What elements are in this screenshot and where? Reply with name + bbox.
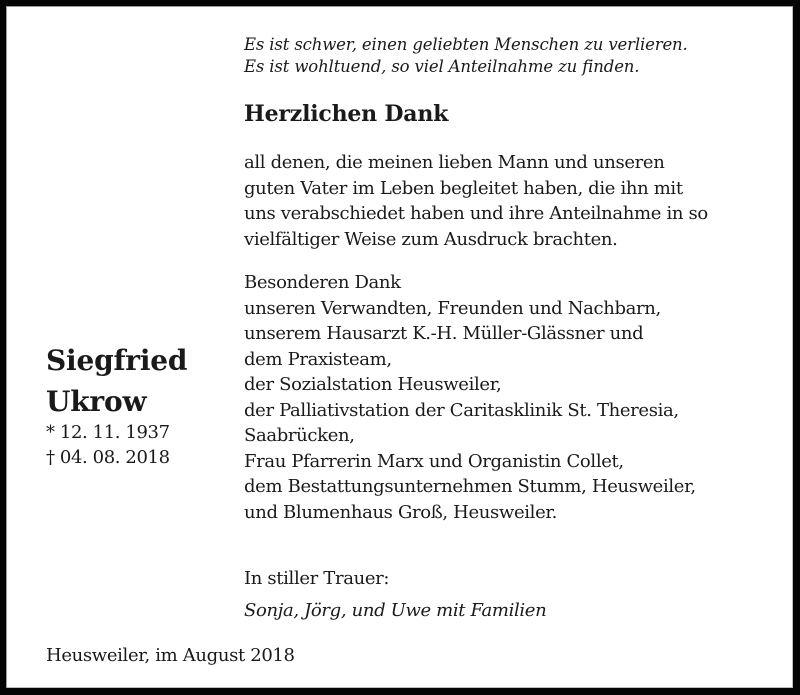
thanks-heading: Herzlichen Dank (244, 101, 449, 127)
special-thanks-line: und Blumenhaus Groß, Heusweiler. (244, 501, 558, 523)
motto-quote (244, 34, 688, 78)
death-date: † 04. 08. 2018 (46, 447, 170, 468)
mourning-label: In stiller Trauer: (244, 568, 390, 589)
paragraph-line: all denen, die meinen lieben Mann und unseren (244, 152, 665, 173)
obituary-card (6, 6, 793, 688)
thanks-paragraph (244, 150, 708, 252)
motto-line: Es ist wohltuend, so viel Anteilnahme zu finden. (244, 57, 640, 76)
special-thanks-line: dem Praxisteam, (244, 348, 392, 370)
special-thanks-line: Saabrücken, (244, 425, 355, 446)
special-thanks-line: der Sozialstation Heusweiler, (244, 374, 502, 395)
special-thanks-line: Frau Pfarrerin Marx und Organistin Collet, (244, 450, 624, 472)
paragraph-line: uns verabschiedet haben und ihre Anteilnahme in so (244, 203, 708, 224)
special-thanks-line: dem Bestattungsunternehmen Stumm, Heusweiler, (244, 476, 696, 497)
paragraph-line: vielfältiger Weise zum Ausdruck brachten. (244, 228, 618, 250)
special-thanks-line: unseren Verwandten, Freunden und Nachbarn, (244, 297, 661, 319)
place-and-date: Heusweiler, im August 2018 (46, 645, 295, 666)
deceased-last-name: Ukrow (46, 385, 147, 418)
birth-date: * 12. 11. 1937 (46, 422, 170, 443)
motto-line: Es ist schwer, einen geliebten Menschen zu verlieren. (244, 35, 688, 54)
life-dates (46, 420, 170, 470)
special-thanks-line: Besonderen Dank (244, 272, 401, 293)
paragraph-line: guten Vater im Leben begleitet haben, die ihn mit (244, 177, 683, 199)
deceased-first-name: Siegfried (46, 344, 188, 377)
special-thanks-line: der Palliativstation der Caritasklinik St. Theresia, (244, 399, 679, 421)
mourning-family: Sonja, Jörg, und Uwe mit Familien (244, 600, 547, 621)
deceased-name (46, 340, 187, 422)
special-thanks-list (244, 270, 696, 525)
special-thanks-line: unserem Hausarzt K.-H. Müller-Glässner und (244, 323, 644, 344)
